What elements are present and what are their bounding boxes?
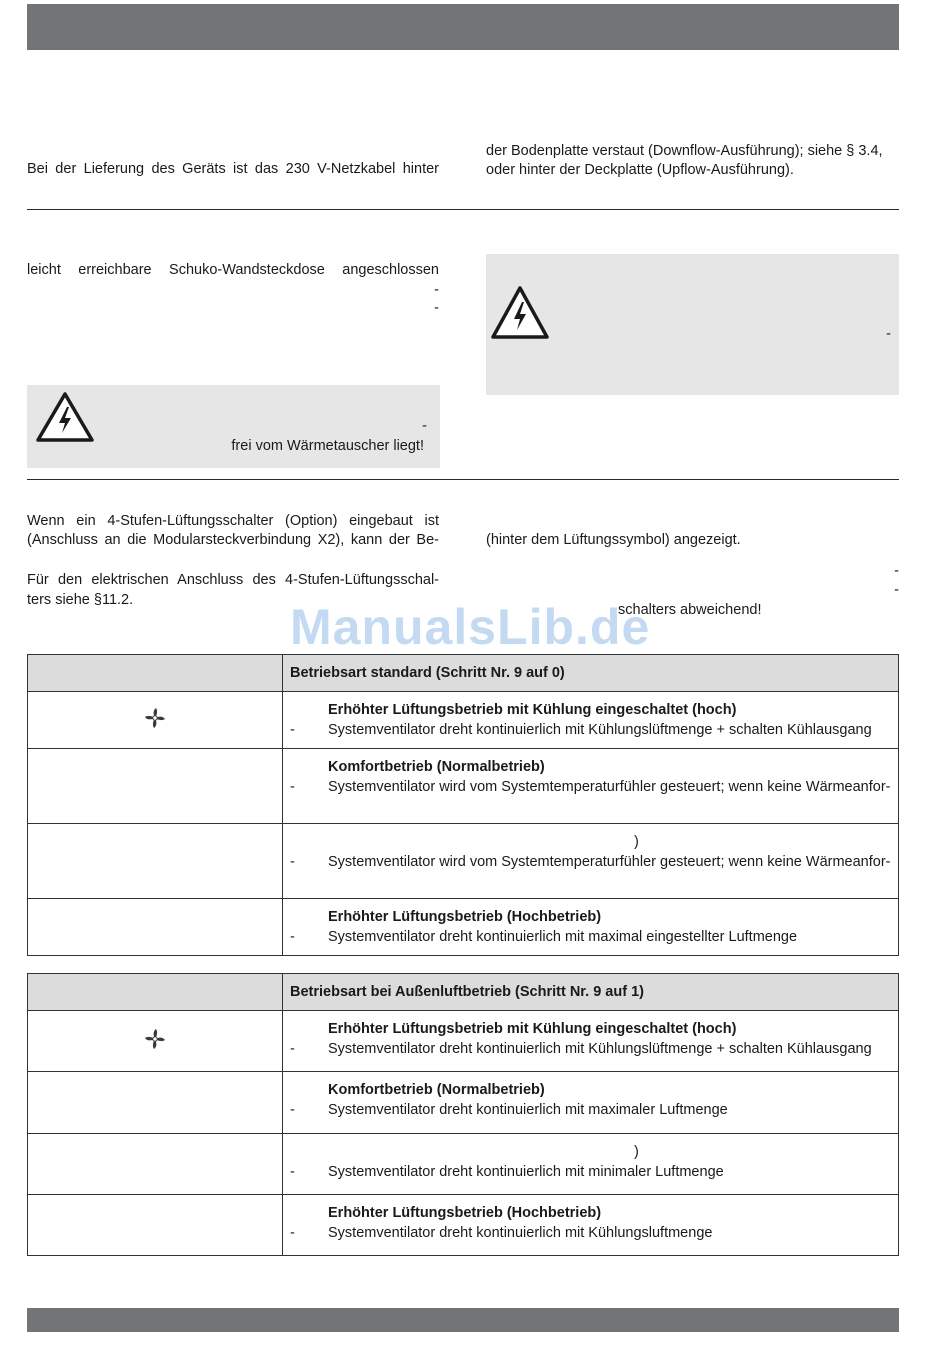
- section-divider: [27, 479, 899, 480]
- left-paragraph-3-line-1: Wenn ein 4-Stufen-Lüftungsschalter (Option) eingebaut ist: [27, 513, 439, 529]
- table-row: [28, 749, 899, 824]
- mode-description: Systemventilator dreht kontinuierlich mit Kühlungsluftmenge: [328, 1225, 713, 1241]
- table-icon-cell: [28, 692, 283, 749]
- bullet-dash: -: [290, 1225, 295, 1241]
- mode-title: Erhöhter Lüftungsbetrieb (Hochbetrieb): [328, 909, 602, 925]
- left-hyphen: -: [434, 282, 439, 298]
- mode-description: Systemventilator dreht kontinuierlich mit Kühlungslüftmenge + schalten Kühlausgang: [328, 722, 872, 738]
- right-paragraph-1-line-2: oder hinter der Deckplatte (Upflow-Ausführung).: [486, 162, 794, 178]
- mode-title: Komfortbetrieb (Normalbetrieb): [328, 1082, 545, 1098]
- footer-bar: [27, 1308, 899, 1332]
- table-icon-cell: [28, 1134, 283, 1195]
- left-paragraph-3-line-2: (Anschluss an die Modularsteckverbindung X2), kann der Be-: [27, 532, 439, 548]
- table-row: [28, 1011, 899, 1072]
- section-divider: [27, 209, 899, 210]
- table-header: Betriebsart bei Außenluftbetrieb (Schritt Nr. 9 auf 1): [283, 974, 899, 1011]
- mode-title: ): [634, 834, 639, 850]
- bullet-dash: -: [290, 854, 295, 870]
- mode-table-standard: [27, 654, 899, 956]
- mode-description: Systemventilator dreht kontinuierlich mit maximal eingestellter Luftmenge: [328, 929, 798, 945]
- table-icon-cell: [28, 899, 283, 956]
- fan-icon: [144, 1038, 166, 1054]
- mode-description: Systemventilator wird vom Systemtemperaturfühler gesteuert; wenn keine Wärmeanfor-: [328, 779, 891, 795]
- mode-table-outdoor-air: [27, 973, 899, 1256]
- mode-title: ): [634, 1144, 639, 1160]
- bullet-dash: -: [290, 722, 295, 738]
- mode-description: Systemventilator dreht kontinuierlich mit minimaler Luftmenge: [328, 1164, 724, 1180]
- mode-title: Erhöhter Lüftungsbetrieb (Hochbetrieb): [328, 1205, 602, 1221]
- watermark: ManualsLib.de: [290, 599, 651, 655]
- left-paragraph-4-line-1: Für den elektrischen Anschluss des 4-Stufen-Lüftungsschal-: [27, 572, 439, 588]
- table-row: [28, 1195, 899, 1256]
- bullet-dash: -: [290, 1164, 295, 1180]
- warning-hyphen: -: [422, 418, 427, 434]
- table-row: [28, 899, 899, 956]
- table-header-empty: [28, 655, 283, 692]
- right-paragraph-3: schalters abweichend!: [618, 602, 762, 618]
- table-icon-cell: [28, 1072, 283, 1134]
- fan-icon: [144, 717, 166, 733]
- mode-title: Komfortbetrieb (Normalbetrieb): [328, 759, 545, 775]
- mode-title: Erhöhter Lüftungsbetrieb mit Kühlung eingeschaltet (hoch): [328, 702, 737, 718]
- bullet-dash: -: [290, 929, 295, 945]
- warning-box-left: [27, 385, 440, 468]
- table-header-empty: [28, 974, 283, 1011]
- mode-description: Systemventilator dreht kontinuierlich mit maximaler Luftmenge: [328, 1102, 728, 1118]
- right-paragraph-1-line-1: der Bodenplatte verstaut (Downflow-Ausführung); siehe § 3.4,: [486, 143, 883, 159]
- right-hyphen: -: [894, 563, 899, 579]
- warning-text: frei vom Wärmetauscher liegt!: [231, 438, 424, 454]
- table-row: [28, 824, 899, 899]
- bullet-dash: -: [290, 1041, 295, 1057]
- header-bar: [27, 4, 899, 50]
- mode-description: Systemventilator dreht kontinuierlich mit Kühlungslüftmenge + schalten Kühlausgang: [328, 1041, 872, 1057]
- bullet-dash: -: [290, 1102, 295, 1118]
- bullet-dash: -: [290, 779, 295, 795]
- table-icon-cell: [28, 1011, 283, 1072]
- right-paragraph-2: (hinter dem Lüftungssymbol) angezeigt.: [486, 532, 741, 548]
- left-hyphen: -: [434, 300, 439, 316]
- table-row: [28, 1134, 899, 1195]
- right-hyphen: -: [894, 582, 899, 598]
- warning-hyphen: -: [886, 326, 891, 342]
- mode-description: Systemventilator wird vom Systemtemperaturfühler gesteuert; wenn keine Wärmeanfor-: [328, 854, 891, 870]
- left-paragraph-4-line-2: ters siehe §11.2.: [27, 592, 134, 608]
- left-paragraph-2: leicht erreichbare Schuko-Wandsteckdose angeschlossen: [27, 262, 439, 278]
- table-icon-cell: [28, 824, 283, 899]
- warning-box-right: [486, 254, 899, 395]
- table-icon-cell: [28, 749, 283, 824]
- table-header: Betriebsart standard (Schritt Nr. 9 auf 0): [283, 655, 899, 692]
- left-paragraph-1: Bei der Lieferung des Geräts ist das 230 V-Netzkabel hinter: [27, 161, 439, 177]
- table-row: [28, 692, 899, 749]
- mode-title: Erhöhter Lüftungsbetrieb mit Kühlung eingeschaltet (hoch): [328, 1021, 737, 1037]
- table-row: [28, 1072, 899, 1134]
- table-icon-cell: [28, 1195, 283, 1256]
